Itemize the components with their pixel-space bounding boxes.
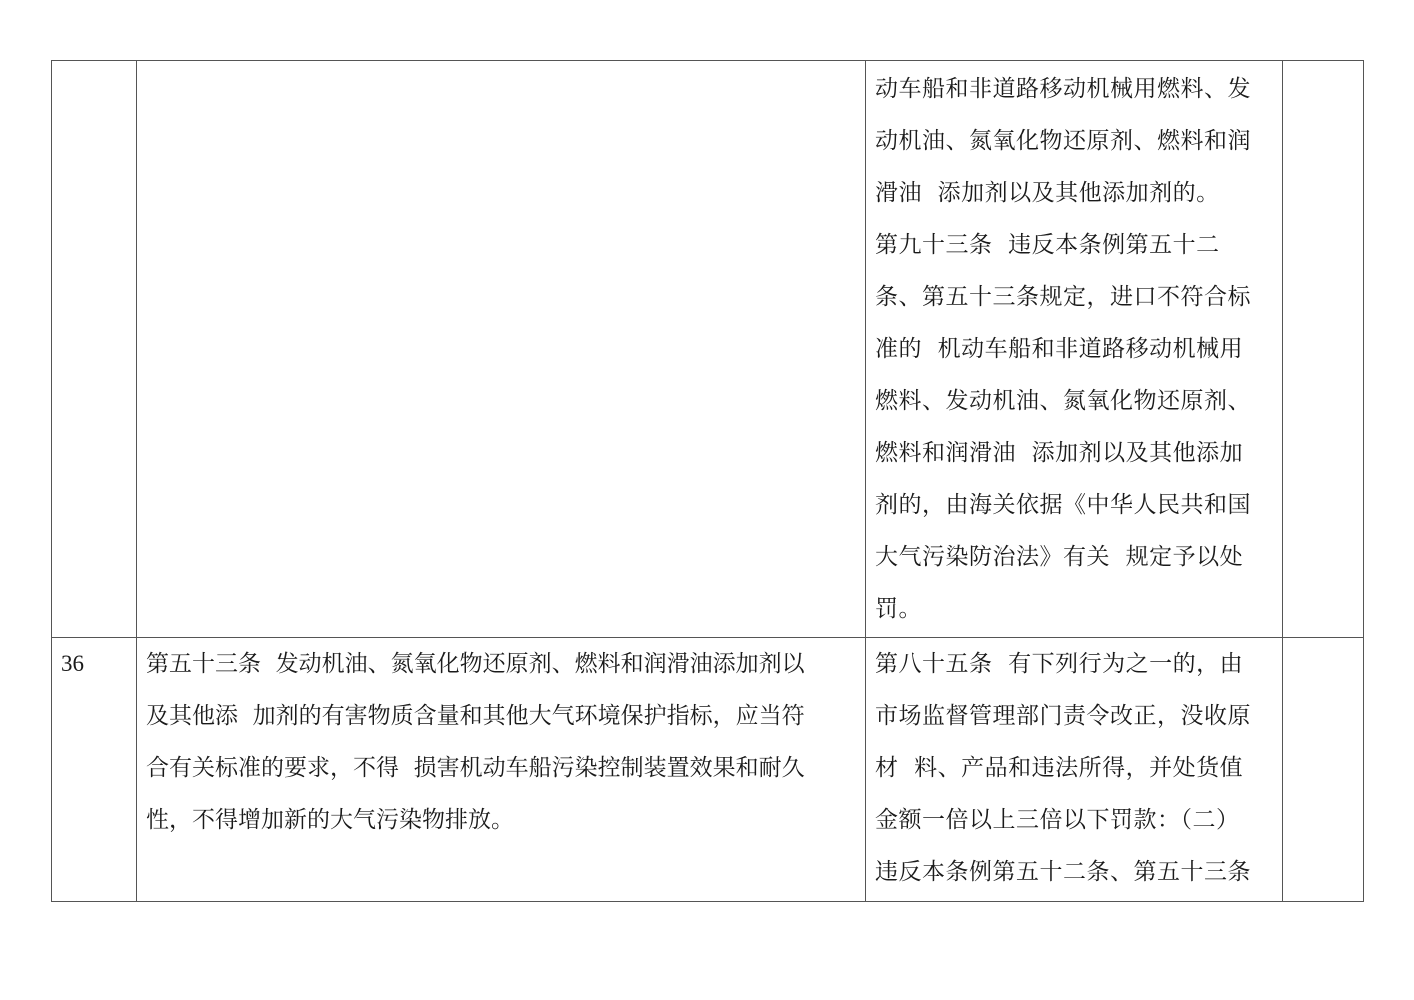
- revised-text: [866, 61, 1282, 635]
- text-line: 燃料、发动机油、氮氧化物还原剂、: [875, 388, 1251, 414]
- revised-text-cell: [866, 61, 1283, 638]
- original-text-cell: [137, 61, 866, 638]
- row-number-cell: [52, 61, 137, 638]
- text-line: 大气污染防治法》有关 规定予以处: [875, 544, 1244, 570]
- text-line: 违反本条例第五十二条、第五十三条: [875, 859, 1251, 885]
- text-line: 动车船和非道路移动机械用燃料、发: [875, 76, 1251, 102]
- text-line: 材 料、产品和违法所得，并处货值: [875, 755, 1244, 781]
- note-cell: [1283, 61, 1364, 638]
- text-line: 罚。: [875, 596, 922, 622]
- text-line: 性，不得增加新的大气污染物排放。: [146, 807, 514, 833]
- original-text: [137, 638, 865, 846]
- table-row: [52, 638, 1364, 902]
- text-line: 合有关标准的要求，不得 损害机动车船污染控制装置效果和耐久: [146, 755, 805, 781]
- row-number: 36: [61, 651, 84, 676]
- table-row: [52, 61, 1364, 638]
- revised-text: [866, 638, 1282, 898]
- text-line: 第九十三条 违反本条例第五十二: [875, 232, 1220, 258]
- text-line: 准的 机动车船和非道路移动机械用: [875, 336, 1244, 362]
- text-line: 燃料和润滑油 添加剂以及其他添加: [875, 440, 1244, 466]
- row-number-cell: [52, 638, 137, 902]
- text-line: 动机油、氮氧化物还原剂、燃料和润: [875, 128, 1251, 154]
- regulation-comparison-table: [51, 60, 1364, 902]
- text-line: 金额一倍以上三倍以下罚款：（二）: [875, 807, 1240, 833]
- text-line: 第八十五条 有下列行为之一的，由: [875, 651, 1244, 677]
- text-line: 滑油 添加剂以及其他添加剂的。: [875, 180, 1220, 206]
- revised-text-cell: [866, 638, 1283, 902]
- note-cell: [1283, 638, 1364, 902]
- text-line: 市场监督管理部门责令改正，没收原: [875, 703, 1251, 729]
- text-line: 及其他添 加剂的有害物质含量和其他大气环境保护指标，应当符: [146, 703, 805, 729]
- text-line: 剂的，由海关依据《中华人民共和国: [875, 492, 1251, 518]
- text-line: 条、第五十三条规定，进口不符合标: [875, 284, 1251, 310]
- text-line: 第五十三条 发动机油、氮氧化物还原剂、燃料和润滑油添加剂以: [146, 651, 805, 677]
- original-text-cell: [137, 638, 866, 902]
